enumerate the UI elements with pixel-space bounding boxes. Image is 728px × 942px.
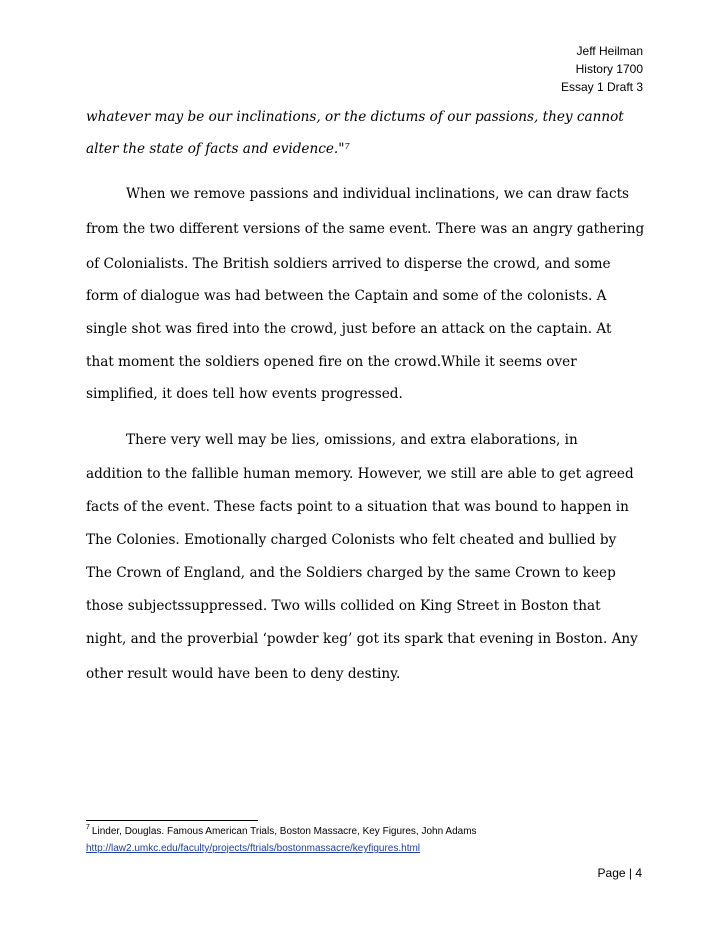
footnote-reference: 7: [344, 142, 350, 151]
paragraph-2-line: other result would have been to deny destiny.: [86, 666, 401, 682]
footnote-number: 7: [86, 824, 90, 831]
header-course: History 1700: [575, 62, 643, 76]
header-author: Jeff Heilman: [576, 44, 643, 58]
quote-line-2: [86, 141, 350, 157]
page-header: [561, 42, 643, 96]
footnote-url-link[interactable]: http://law2.umkc.edu/faculty/projects/ftrials/bostonmassacre/keyfigures.html: [86, 843, 421, 854]
footnote-text: Linder, Douglas. Famous American Trials, Boston Massacre, Key Figures, John Adams: [91, 826, 477, 837]
quote-line-1: whatever may be our inclinations, or the dictums of our passions, they cannot: [86, 109, 624, 125]
paragraph-2-line: There very well may be lies, omissions, and extra elaborations, in: [126, 432, 578, 448]
paragraph-1-line: simplified, it does tell how events progressed.: [86, 386, 403, 402]
footnote-citation: [86, 824, 477, 837]
paragraph-1-line: of Colonialists. The British soldiers arrived to disperse the crowd, and some: [86, 256, 611, 272]
footnote-link-row: [86, 843, 420, 854]
paragraph-2-line: facts of the event. These facts point to a situation that was bound to happen in: [86, 499, 629, 515]
paragraph-2-line: The Colonies. Emotionally charged Colonists who felt cheated and bullied by: [86, 532, 617, 548]
paragraph-1-line: that moment the soldiers opened fire on the crowd.While it seems over: [86, 354, 577, 370]
quote-line-2-text: alter the state of facts and evidence.": [86, 141, 345, 157]
paragraph-2-line: The Crown of England, and the Soldiers charged by the same Crown to keep: [86, 565, 616, 581]
paragraph-1-line: When we remove passions and individual inclinations, we can draw facts: [126, 186, 630, 202]
paragraph-2-line: night, and the proverbial ‘powder keg’ got its spark that evening in Boston. Any: [86, 631, 638, 647]
paragraph-2-line: addition to the fallible human memory. However, we still are able to get agreed: [86, 466, 634, 482]
header-assignment: Essay 1 Draft 3: [560, 80, 643, 94]
paragraph-2-line: those subjectssuppressed. Two wills collided on King Street in Boston that: [86, 598, 601, 614]
footnote-separator: [86, 820, 258, 821]
paragraph-1-line: from the two different versions of the same event. There was an angry gathering: [86, 221, 645, 237]
page-number: Page | 4: [597, 866, 642, 880]
paragraph-1-line: form of dialogue was had between the Captain and some of the colonists. A: [86, 288, 607, 304]
paragraph-1-line: single shot was fired into the crowd, just before an attack on the captain. At: [86, 321, 612, 337]
